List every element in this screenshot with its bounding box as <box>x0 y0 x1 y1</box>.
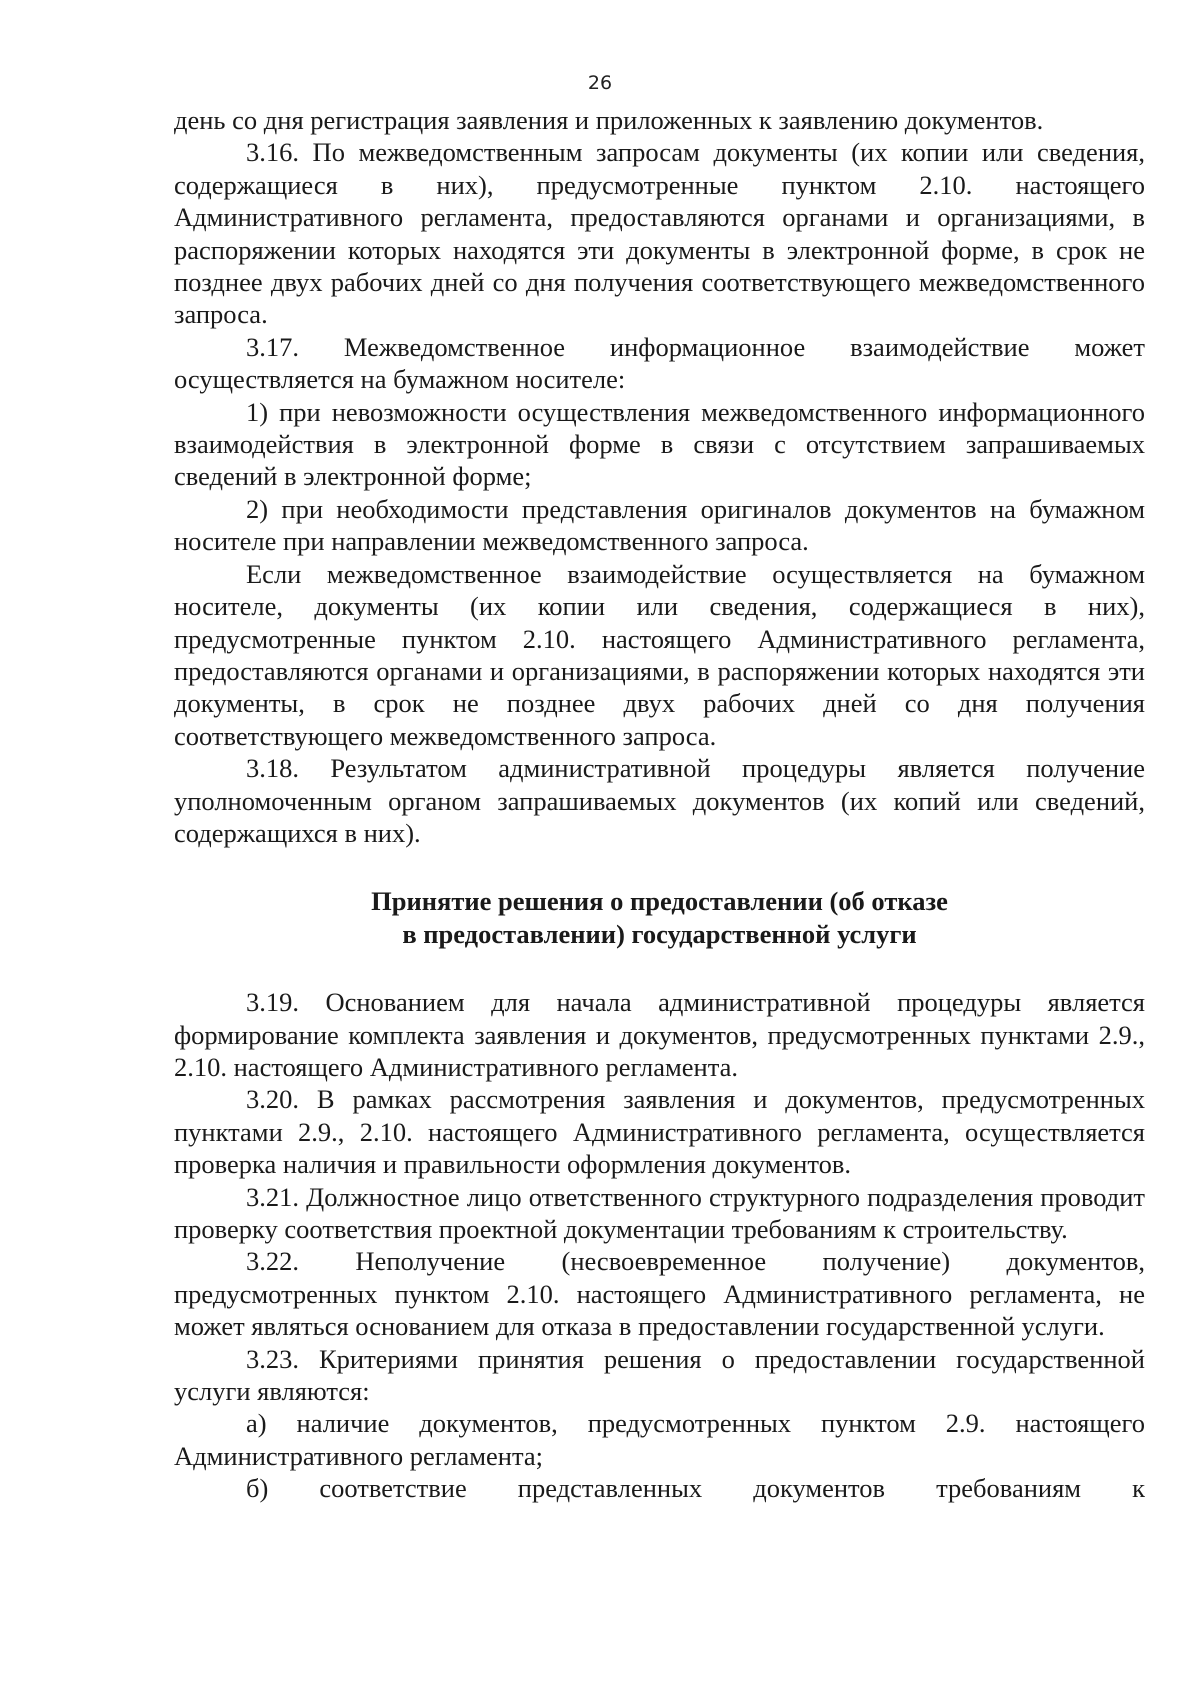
section-heading <box>174 885 1145 950</box>
section-heading-line-1: Принятие решения о предоставлении (об отказе <box>371 886 948 917</box>
document-body <box>174 104 1145 1505</box>
list-item-2: 2) при необходимости представления оригиналов документов на бумажном носителе при направлении межведомственного запроса. <box>174 493 1145 557</box>
paragraph-3-19: 3.19. Основанием для начала административной процедуры является формирование комплекта заявления и документов, предусмотренных пунктами 2.9., 2.10. настоящего Административного регламента. <box>174 987 1145 1082</box>
paragraph-3-20: 3.20. В рамках рассмотрения заявления и документов, предусмотренных пунктами 2.9., 2.10. настоящего Административного регламента, осуществляется проверка наличия и правильности оформления документов. <box>174 1084 1145 1180</box>
paragraph-3-21: 3.21. Должностное лицо ответственного структурного подразделения проводит проверку соответствия проектной документации требованиям к строительству. <box>174 1181 1145 1244</box>
paragraph-3-18: 3.18. Результатом административной процедуры является получение уполномоченным органом запрашиваемых документов (их копий или сведений, содержащихся в них). <box>174 753 1145 848</box>
paragraph-3-23: 3.23. Критериями принятия решения о предоставлении государственной услуги являются: <box>174 1343 1145 1407</box>
list-item-b: б) соответствие представленных документов требованиям к <box>246 1473 1145 1504</box>
list-item-a: а) наличие документов, предусмотренных пунктом 2.9. настоящего Административного регламента; <box>174 1408 1145 1471</box>
paragraph-3-16: 3.16. По межведомственным запросам документы (их копии или сведения, содержащиеся в них), предусмотренные пунктом 2.10. настоящего Административного регламента, предоставляются органами и организациями, в распоряжении которых находятся эти документы в электронной форме, в срок не позднее двух рабочих дней со дня получения соответствующего межведомственного запроса. <box>174 137 1145 330</box>
paragraph-paper-interaction: Если межведомственное взаимодействие осуществляется на бумажном носителе, документы (их копии или сведения, содержащиеся в них), предусмотренные пунктом 2.10. настоящего Административного регламента, предоставляются органами и организациями, в распоряжении которых находятся эти документы, в срок не позднее двух рабочих дней со дня получения соответствующего межведомственного запроса. <box>174 558 1145 751</box>
paragraph-3-17: 3.17. Межведомственное информационное взаимодействие может осуществляется на бумажном носителе: <box>174 331 1145 395</box>
paragraph-continuation: день со дня регистрация заявления и приложенных к заявлению документов. <box>174 105 1044 135</box>
section-heading-line-2: в предоставлении) государственной услуги <box>402 918 917 949</box>
page-number: 26 <box>587 72 613 94</box>
list-item-1: 1) при невозможности осуществления межведомственного информационного взаимодействия в электронной форме в связи с отсутствием запрашиваемых сведений в электронной форме; <box>174 396 1145 492</box>
paragraph-3-22: 3.22. Неполучение (несвоевременное получение) документов, предусмотренных пунктом 2.10. настоящего Административного регламента, не может являться основанием для отказа в предоставлении государственной услуги. <box>174 1246 1145 1342</box>
